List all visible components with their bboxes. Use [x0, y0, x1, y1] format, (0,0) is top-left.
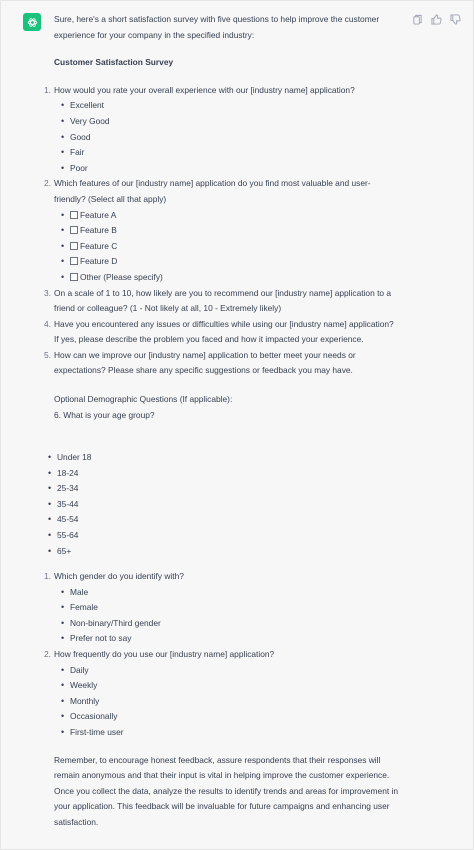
question-number: 1. [44, 84, 51, 95]
checkbox-icon [70, 226, 78, 234]
option-list [54, 208, 394, 286]
thumbs-down-icon[interactable] [450, 14, 461, 25]
question-1 [44, 83, 394, 177]
question-text: On a scale of 1 to 10, how likely are you to recommend our [industry name] application to a friend or colleague? (1 - Not likely at all, 10 - Extremely likely) [54, 287, 392, 314]
age-group-list [57, 450, 157, 559]
followup-question-2 [44, 647, 404, 741]
option-label: Other (Please specify) [80, 271, 163, 282]
age-question: 6. What is your age group? [54, 409, 155, 420]
question-text: How frequently do you use our [industry name] application? [54, 648, 275, 659]
option: • Non-binary/Third gender [64, 616, 404, 632]
checkbox-icon [70, 257, 78, 265]
question-text: Have you encountered any issues or difficulties while using our [industry name] application? If yes, please describe the problem you faced and how it impacted your experience. [54, 318, 394, 345]
followup-question-1 [44, 569, 404, 647]
option-list [54, 585, 404, 647]
option: • Excellent [64, 98, 394, 114]
question-number: 1. [44, 571, 51, 581]
option: • Occasionally [64, 709, 404, 725]
question-number: 3. [44, 287, 51, 298]
option: • Male [64, 585, 404, 601]
checkbox-option [64, 208, 394, 224]
age-group: • 65+ [57, 544, 157, 560]
option: • Prefer not to say [64, 631, 404, 647]
checkbox-icon [70, 273, 78, 281]
thumbs-up-icon[interactable] [431, 14, 442, 25]
message-body [44, 12, 394, 423]
option: • Monthly [64, 694, 404, 710]
option: • Good [64, 130, 394, 146]
question-number: 4. [44, 318, 51, 329]
survey-title: Customer Satisfaction Survey [54, 57, 174, 68]
option: • Fair [64, 145, 394, 161]
option: • Daily [64, 663, 404, 679]
demographic-heading: Optional Demographic Questions (If applicable): [54, 394, 233, 405]
question-number: 2. [44, 648, 51, 659]
checkbox-option [64, 239, 394, 255]
option: • Very Good [64, 114, 394, 130]
option-label: Feature C [80, 240, 118, 251]
followup-list [44, 569, 404, 741]
checkbox-option [64, 254, 394, 270]
question-2 [44, 176, 394, 285]
option-label: Feature B [80, 225, 117, 236]
checkbox-icon [70, 242, 78, 250]
question-text: Which features of our [industry name] application do you find most valuable and user-friendly? (Select all that apply) [54, 178, 371, 204]
age-group: • 18-24 [57, 466, 157, 482]
age-group: • 55-64 [57, 528, 157, 544]
question-number: 5. [44, 349, 51, 360]
age-group: • Under 18 [57, 450, 157, 466]
age-group: • 25-34 [57, 481, 157, 497]
question-list [44, 83, 394, 379]
question-text: How can we improve our [industry name] application to better meet your needs or expectations? Please share any specific suggestions or feedback you may have. [54, 349, 356, 376]
option: • Female [64, 600, 404, 616]
option-list [54, 663, 404, 741]
outro-text: Remember, to encourage honest feedback, assure respondents that their responses will remain anonymous and that their input is vital in helping improve the customer experience. Once you collect the data, analyze the results to identify trends and areas for improvement in your application. This feedback will be invaluable for future campaigns and enhancing user satisfaction. [54, 754, 399, 827]
option-list [54, 98, 394, 176]
assistant-avatar-icon [23, 13, 41, 31]
option: • Weekly [64, 678, 404, 694]
question-3 [44, 286, 394, 317]
followup-section [44, 569, 404, 831]
question-text: How would you rate your overall experience with our [industry name] application? [54, 84, 355, 95]
question-text: Which gender do you identify with? [54, 571, 184, 581]
message-actions [412, 14, 461, 25]
age-group: • 45-54 [57, 512, 157, 528]
question-number: 2. [44, 178, 51, 189]
option: • First-time user [64, 725, 404, 741]
option: • Poor [64, 161, 394, 177]
checkbox-icon [70, 211, 78, 219]
question-4 [44, 317, 394, 348]
checkbox-option [64, 270, 394, 286]
option-label: Feature A [80, 209, 117, 220]
intro-text: Sure, here's a short satisfaction survey with five questions to help improve the customer experience for your company in the specified industry: [54, 14, 380, 40]
checkbox-option [64, 223, 394, 239]
question-5 [44, 348, 394, 379]
age-group: • 35-44 [57, 497, 157, 513]
copy-icon[interactable] [412, 14, 423, 25]
option-label: Feature D [80, 256, 118, 267]
